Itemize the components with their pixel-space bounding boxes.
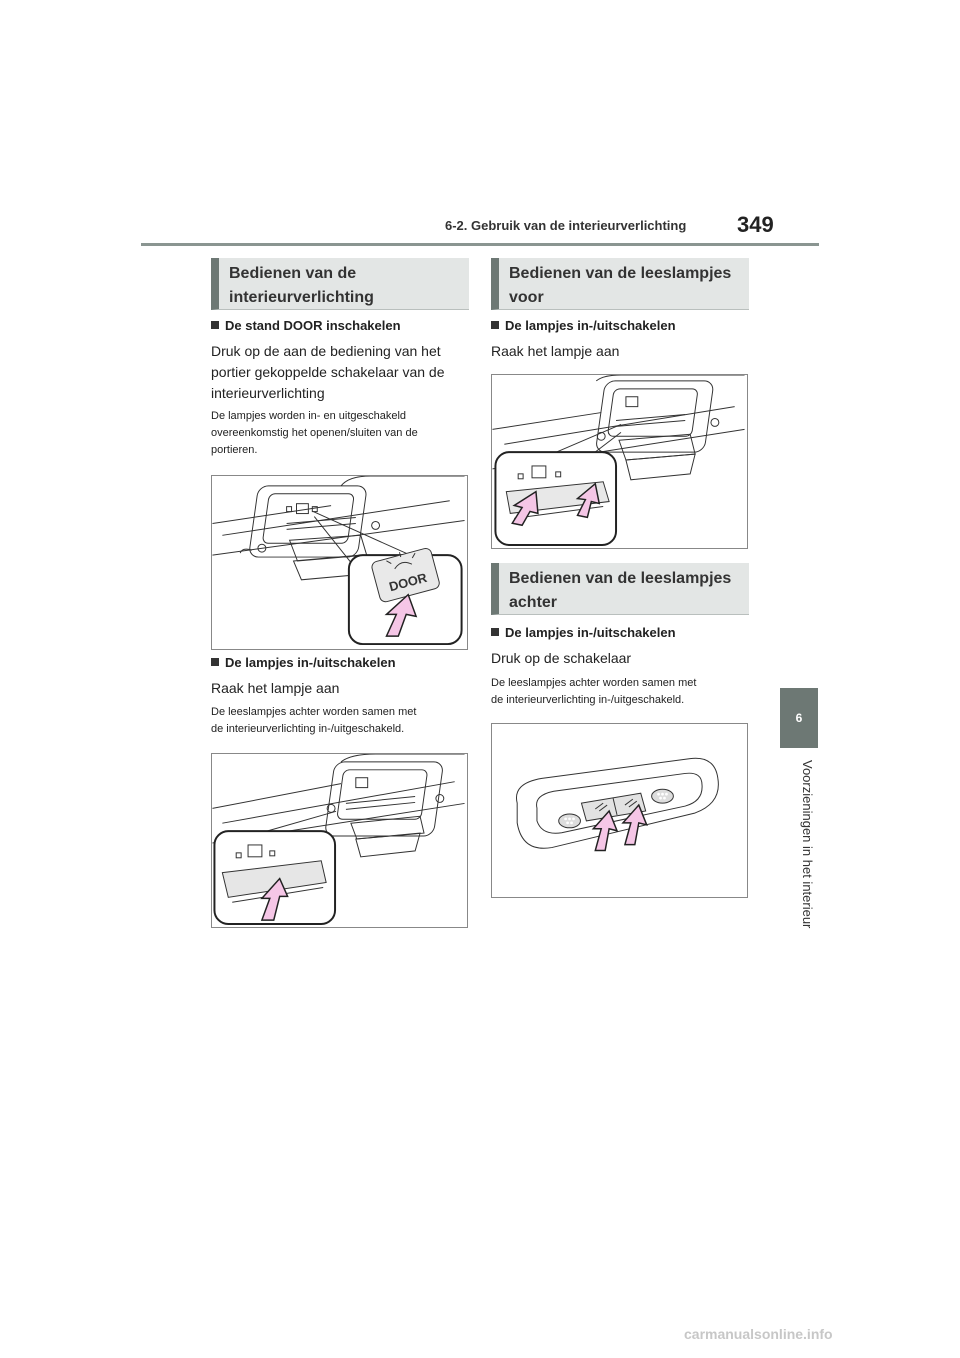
door-label: DOOR: [387, 569, 429, 595]
heading-rear-reading-lamps: Bedienen van de leeslampjes achter: [491, 563, 749, 615]
subheading-lamps-toggle-rear: De lampjes in-/uitschakelen: [491, 625, 676, 640]
figure-touch-lamp: [211, 753, 468, 928]
note-rear-lamps-right: De leeslampjes achter worden samen met de interieurverlichting in-/uitgeschakeld.: [491, 677, 697, 706]
figure-door-switch: [211, 475, 468, 650]
note-door-mode: De lampjes worden in- en uitgeschakeld overeenkomstig het openen/sluiten van de portieren.: [211, 410, 418, 456]
paragraph-press-switch: Druk op de schakelaar: [491, 650, 632, 666]
subheading-lamps-toggle-left: De lampjes in-/uitschakelen: [211, 655, 396, 670]
paragraph-door-mode: Druk op de aan de bediening van het portier gekoppelde schakelaar van de interieurverlichting: [211, 343, 445, 401]
watermark: carmanualsonline.info: [684, 1326, 833, 1342]
figure-rear-reading-lamps: [491, 723, 748, 898]
figure-front-reading-lamps: [491, 374, 748, 549]
paragraph-touch-lamp-left: Raak het lampje aan: [211, 680, 340, 696]
heading-interior-lighting: Bedienen van de interieurverlichting: [211, 258, 469, 310]
heading-front-reading-lamps: Bedienen van de leeslampjes voor: [491, 258, 749, 310]
chapter-tab: 6: [780, 688, 818, 748]
paragraph-touch-lamp-front: Raak het lampje aan: [491, 343, 620, 359]
page-number: 349: [737, 212, 774, 237]
subheading-door-mode: De stand DOOR inschakelen: [211, 318, 401, 333]
header-divider: [141, 243, 819, 246]
section-title: 6-2. Gebruik van de interieurverlichting: [445, 218, 687, 233]
subheading-lamps-toggle-front: De lampjes in-/uitschakelen: [491, 318, 676, 333]
chapter-label: Voorzieningen in het interieur: [800, 760, 815, 929]
note-rear-lamps-left: De leeslampjes achter worden samen met de interieurverlichting in-/uitgeschakeld.: [211, 706, 417, 735]
